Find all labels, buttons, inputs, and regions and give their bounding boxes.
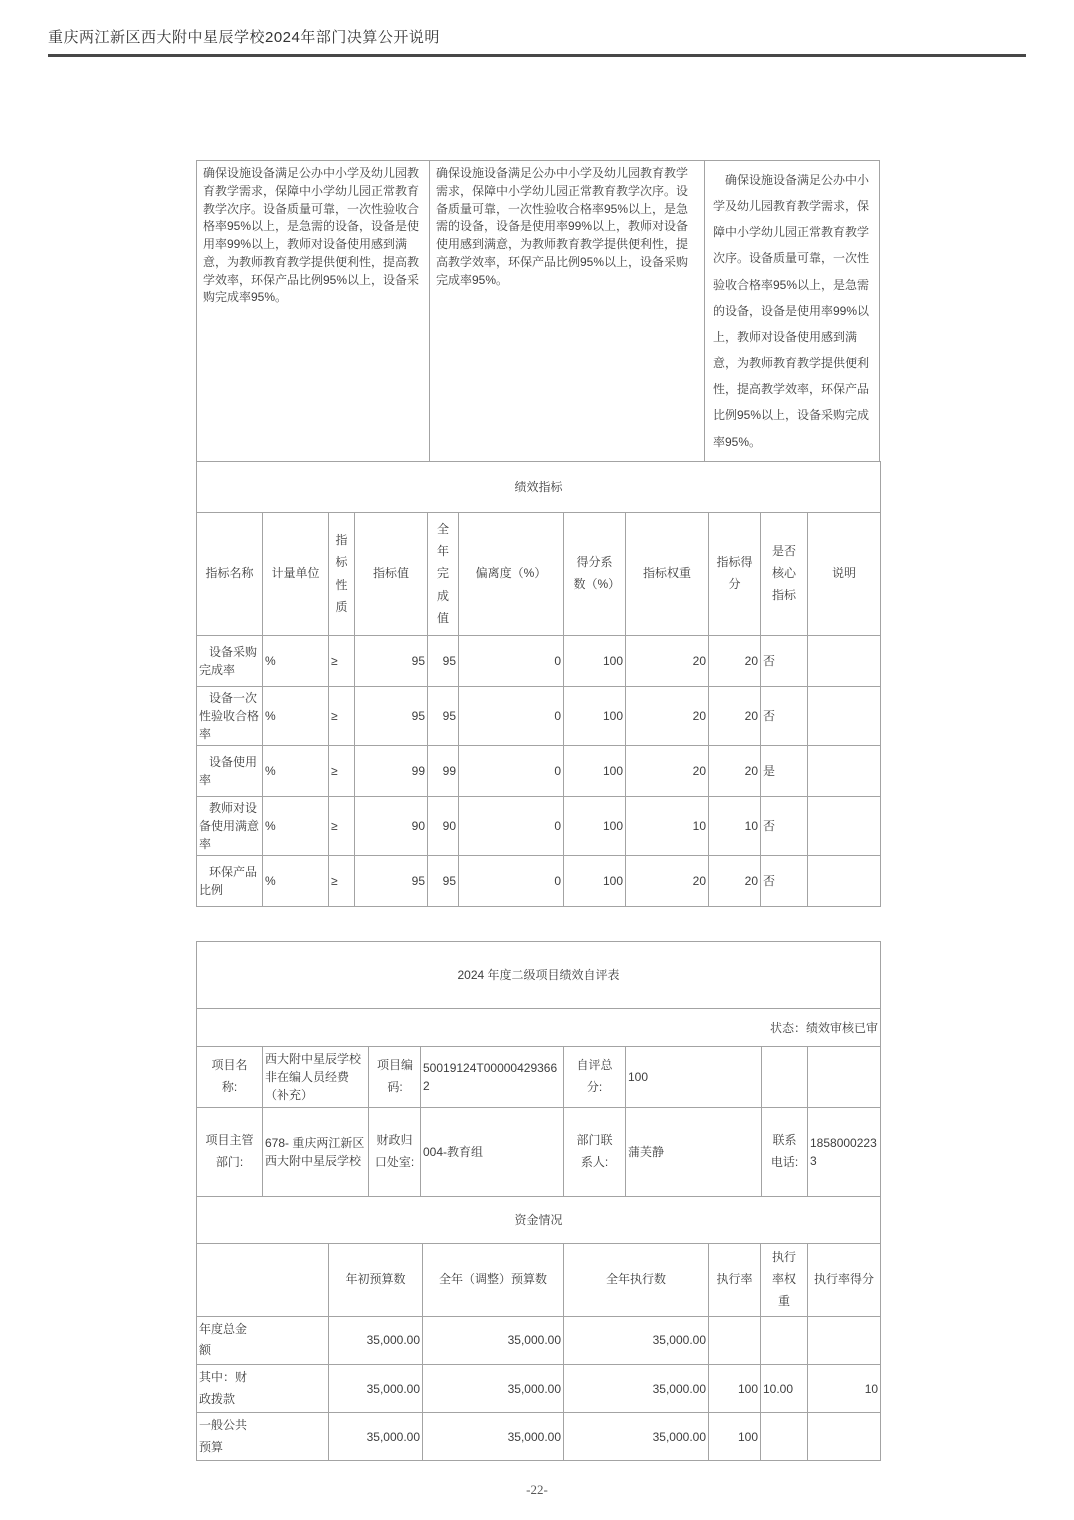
col-header-score-coeff <box>564 512 626 635</box>
indicator-core-cell: 是 <box>761 745 808 796</box>
page-number: -22- <box>526 1482 548 1497</box>
indicator-nature-cell: ≥ <box>329 745 355 796</box>
indicator-nature-cell: ≥ <box>329 855 355 906</box>
indicator-note-cell <box>808 855 881 906</box>
indicator-score-cell: 20 <box>709 745 761 796</box>
indicator-score-coeff-cell: 100 <box>564 686 626 745</box>
indicator-score-cell: 20 <box>709 855 761 906</box>
funding-initial-cell: 35,000.00 <box>329 1316 423 1364</box>
indicator-weight-cell: 20 <box>626 635 709 686</box>
indicator-name-cell: 设备使用率 <box>197 745 263 796</box>
project-code-value: 50019124T000004293662 <box>421 1046 564 1107</box>
indicator-deviation-cell: 0 <box>459 686 564 745</box>
funding-row <box>197 1364 881 1412</box>
indicator-name-cell: 设备一次性验收合格率 <box>197 686 263 745</box>
table-gap <box>196 907 880 942</box>
document-body <box>196 160 880 1461</box>
indicator-nature-cell: ≥ <box>329 686 355 745</box>
indicator-deviation-cell: 0 <box>459 796 564 855</box>
status-badge: 状态：绩效审核已审 <box>197 1008 881 1046</box>
funding-col-adjusted-budget: 全年（调整）预算数 <box>423 1243 564 1316</box>
performance-indicators-table <box>196 461 881 907</box>
funding-initial-cell: 35,000.00 <box>329 1364 423 1412</box>
funding-rate-score-cell: 10 <box>808 1364 881 1412</box>
funding-adjusted-cell: 35,000.00 <box>423 1364 564 1412</box>
indicator-score-cell: 20 <box>709 686 761 745</box>
funding-rate-cell: 100 <box>709 1413 761 1461</box>
funding-label-cell-text: 其中：财政拨款 <box>199 1369 248 1406</box>
funding-rate-weight-cell: 10.00 <box>761 1364 808 1412</box>
indicator-note-cell <box>808 686 881 745</box>
dept-value: 678- 重庆两江新区西大附中星辰学校 <box>263 1107 369 1196</box>
section-row <box>197 461 881 512</box>
indicator-unit-cell: % <box>263 855 329 906</box>
finance-office-label-text: 财政归口处室: <box>374 1133 415 1169</box>
col-header-deviation: 偏离度（%） <box>459 512 564 635</box>
indicator-core-cell: 否 <box>761 796 808 855</box>
indicator-target-cell: 95 <box>355 686 428 745</box>
indicators-header-row <box>197 512 881 635</box>
indicator-score-coeff-cell: 100 <box>564 635 626 686</box>
funding-label-cell-text: 一般公共预算 <box>199 1418 248 1454</box>
contact-label <box>564 1107 626 1196</box>
indicator-target-cell: 95 <box>355 855 428 906</box>
header-rule <box>48 54 1026 57</box>
funding-executed-cell: 35,000.00 <box>564 1413 709 1461</box>
funding-adjusted-cell: 35,000.00 <box>423 1413 564 1461</box>
indicator-core-cell: 否 <box>761 686 808 745</box>
funding-col-rate-weight <box>761 1243 808 1316</box>
funding-col-blank <box>197 1243 329 1316</box>
empty-cell <box>808 1046 881 1107</box>
funding-rate-weight-cell <box>761 1413 808 1461</box>
project-code-label <box>369 1046 421 1107</box>
self-score-label <box>564 1046 626 1107</box>
indicator-note-cell <box>808 796 881 855</box>
project-name-label <box>197 1046 263 1107</box>
indicator-name-cell: 教师对设备使用满意率 <box>197 796 263 855</box>
indicator-unit-cell: % <box>263 745 329 796</box>
indicator-completed-cell: 95 <box>428 635 459 686</box>
phone-label <box>762 1107 808 1196</box>
indicator-name-cell: 环保产品比例 <box>197 855 263 906</box>
project-info-row-1 <box>197 1046 881 1107</box>
funding-col-rate-weight-text: 执行率权重 <box>771 1250 796 1308</box>
col-header-nature-text: 指标性质 <box>335 533 348 614</box>
self-eval-title: 2024 年度二级项目绩效自评表 <box>197 941 881 1008</box>
col-header-nature <box>329 512 355 635</box>
funding-rate-weight-cell <box>761 1316 808 1364</box>
funding-label-cell <box>197 1364 329 1412</box>
col-header-weight: 指标权重 <box>626 512 709 635</box>
phone-value: 18580002233 <box>808 1107 881 1196</box>
indicator-nature-cell: ≥ <box>329 796 355 855</box>
col-header-note: 说明 <box>808 512 881 635</box>
self-score-value: 100 <box>626 1046 762 1107</box>
indicator-weight-cell: 20 <box>626 745 709 796</box>
funding-row <box>197 1316 881 1364</box>
goal-text-col2: 确保设施设备满足公办中小学及幼儿园教育教学需求，保障中小学幼儿园正常教育教学次序。设备质量可靠，一次性验收合格率95%以上，是急需的设备，设备是使用率99%以上，教师对设备使用感到满意，为教师教育教学提供便利性，提高教学效率，环保产品比例95%以上，设备采购完成率95%。 <box>430 161 705 461</box>
funding-rate-score-cell <box>808 1413 881 1461</box>
funding-section-title: 资金情况 <box>197 1196 881 1243</box>
indicator-score-coeff-cell: 100 <box>564 745 626 796</box>
self-eval-title-row <box>197 941 881 1008</box>
phone-label-text: 联系电话: <box>770 1133 799 1169</box>
indicator-note-cell <box>808 745 881 796</box>
indicator-score-coeff-cell: 100 <box>564 855 626 906</box>
funding-executed-cell: 35,000.00 <box>564 1364 709 1412</box>
indicator-core-cell: 否 <box>761 855 808 906</box>
indicator-deviation-cell: 0 <box>459 745 564 796</box>
indicator-target-cell: 95 <box>355 635 428 686</box>
indicator-deviation-cell: 0 <box>459 855 564 906</box>
indicator-weight-cell: 20 <box>626 855 709 906</box>
indicator-completed-cell: 99 <box>428 745 459 796</box>
document-title: 重庆两江新区西大附中星辰学校2024年部门决算公开说明 <box>48 29 440 46</box>
funding-label-cell <box>197 1316 329 1364</box>
indicator-row <box>197 796 881 855</box>
funding-col-rate: 执行率 <box>709 1243 761 1316</box>
empty-cell <box>762 1046 808 1107</box>
indicator-nature-cell: ≥ <box>329 635 355 686</box>
project-name-label-text: 项目名称: <box>211 1058 248 1094</box>
col-header-completed-text: 全年完成值 <box>436 522 449 625</box>
indicator-deviation-cell: 0 <box>459 635 564 686</box>
self-score-label-text: 自评总分: <box>576 1058 613 1094</box>
indicator-unit-cell: % <box>263 635 329 686</box>
project-info-row-2 <box>197 1107 881 1196</box>
col-header-core <box>761 512 808 635</box>
funding-row <box>197 1413 881 1461</box>
goal-text-col3: 确保设施设备满足公办中小学及幼儿园教育教学需求，保障中小学幼儿园正常教育教学次序。设备质量可靠，一次性验收合格率95%以上，是急需的设备，设备是使用率99%以上，教师对设备使用感到满意，为教师教育教学提供便利性，提高教学效率，环保产品比例95%以上，设备采购完成率95%。 <box>713 173 870 449</box>
goal-text-col1: 确保设施设备满足公办中小学及幼儿园教育教学需求，保障中小学幼儿园正常教育教学次序。设备质量可靠，一次性验收合格率95%以上，是急需的设备，设备是使用率99%以上，教师对设备使用感到满意，为教师教育教学提供便利性，提高教学效率，环保产品比例95%以上，设备采购完成率95%。 <box>197 161 430 461</box>
indicator-completed-cell: 95 <box>428 686 459 745</box>
indicator-score-coeff-cell: 100 <box>564 796 626 855</box>
funding-label-cell-text: 年度总金额 <box>199 1321 248 1358</box>
indicator-weight-cell: 10 <box>626 796 709 855</box>
funding-rate-cell: 100 <box>709 1364 761 1412</box>
col-header-completed <box>428 512 459 635</box>
funding-section-row <box>197 1196 881 1243</box>
indicator-target-cell: 99 <box>355 745 428 796</box>
indicator-name-cell: 设备采购完成率 <box>197 635 263 686</box>
indicator-unit-cell: % <box>263 686 329 745</box>
indicator-score-cell: 10 <box>709 796 761 855</box>
indicator-unit-cell: % <box>263 796 329 855</box>
indicator-row <box>197 635 881 686</box>
col-header-core-text: 是否核心指标 <box>771 544 796 602</box>
contact-label-text: 部门联系人: <box>576 1133 613 1169</box>
project-name-value: 西大附中星辰学校非在编人员经费（补充） <box>263 1046 369 1107</box>
indicator-row <box>197 745 881 796</box>
project-code-label-text: 项目编码: <box>376 1058 413 1094</box>
dept-label-text: 项目主管部门: <box>205 1133 254 1169</box>
contact-value: 蒲芙静 <box>626 1107 762 1196</box>
col-header-score <box>709 512 761 635</box>
indicator-core-cell: 否 <box>761 635 808 686</box>
indicators-section-title: 绩效指标 <box>197 461 881 512</box>
col-header-target: 指标值 <box>355 512 428 635</box>
indicators-tbody <box>197 635 881 906</box>
col-header-unit: 计量单位 <box>263 512 329 635</box>
indicator-row <box>197 855 881 906</box>
funding-header-row <box>197 1243 881 1316</box>
self-eval-table <box>196 941 881 1197</box>
funding-tbody <box>197 1316 881 1461</box>
indicator-score-cell: 20 <box>709 635 761 686</box>
indicator-target-cell: 90 <box>355 796 428 855</box>
indicator-completed-cell: 95 <box>428 855 459 906</box>
col-header-indicator-name: 指标名称 <box>197 512 263 635</box>
funding-executed-cell: 35,000.00 <box>564 1316 709 1364</box>
funding-label-cell <box>197 1413 329 1461</box>
goal-text-block <box>196 160 880 462</box>
funding-adjusted-cell: 35,000.00 <box>423 1316 564 1364</box>
col-header-score-text: 指标得分 <box>716 555 753 591</box>
self-eval-status-row <box>197 1008 881 1046</box>
funding-table <box>196 1196 881 1462</box>
indicator-weight-cell: 20 <box>626 686 709 745</box>
funding-col-rate-score: 执行率得分 <box>808 1243 881 1316</box>
col-header-score-coeff-text: 得分系数（%） <box>573 555 621 591</box>
indicator-row <box>197 686 881 745</box>
funding-rate-cell <box>709 1316 761 1364</box>
funding-initial-cell: 35,000.00 <box>329 1413 423 1461</box>
finance-office-label <box>369 1107 421 1196</box>
indicator-note-cell <box>808 635 881 686</box>
funding-col-initial-budget: 年初预算数 <box>329 1243 423 1316</box>
funding-col-executed: 全年执行数 <box>564 1243 709 1316</box>
finance-office-value: 004-教育组 <box>421 1107 564 1196</box>
funding-rate-score-cell <box>808 1316 881 1364</box>
indicator-completed-cell: 90 <box>428 796 459 855</box>
dept-label <box>197 1107 263 1196</box>
